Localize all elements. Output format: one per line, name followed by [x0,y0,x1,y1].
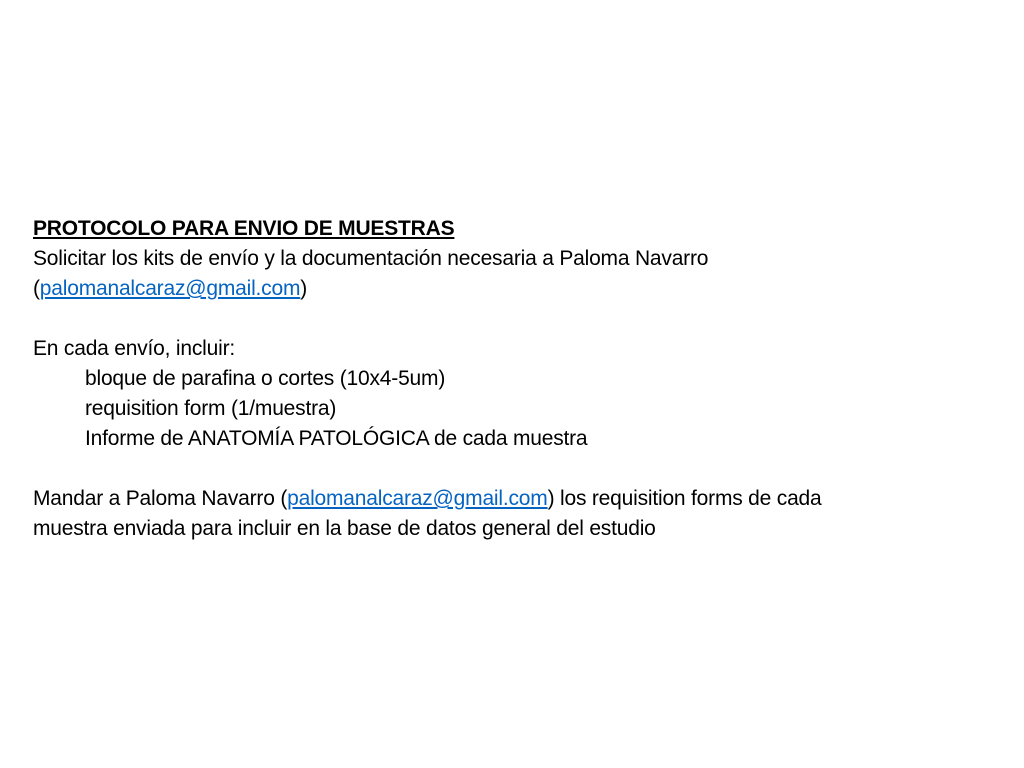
close-paren: ) [300,277,308,300]
spacer [33,304,993,334]
slide-body [33,214,993,544]
spacer [33,454,993,484]
send-email-link[interactable]: palomanalcaraz@gmail.com [287,487,548,510]
open-paren: ( [33,277,40,300]
intro-email-link[interactable]: palomanalcaraz@gmail.com [39,277,301,300]
include-item: requisition form (1/muestra) [85,397,337,420]
include-heading: En cada envío, incluir: [33,337,236,360]
include-item: bloque de parafina o cortes (10x4-5um) [85,367,446,390]
include-item: Informe de ANATOMÍA PATOLÓGICA de cada muestra [85,427,588,450]
intro-text: Solicitar los kits de envío y la documentación necesaria a Paloma Navarro [33,247,709,270]
send-instruction-continuation: muestra enviada para incluir en la base de datos general del estudio [33,517,656,540]
send-suffix: ) los requisition forms de cada [547,487,822,510]
slide-title: PROTOCOLO PARA ENVIO DE MUESTRAS [33,217,455,240]
intro-email-line [33,274,993,304]
send-prefix: Mandar a Paloma Navarro ( [33,487,288,510]
send-instruction-line [33,484,993,514]
